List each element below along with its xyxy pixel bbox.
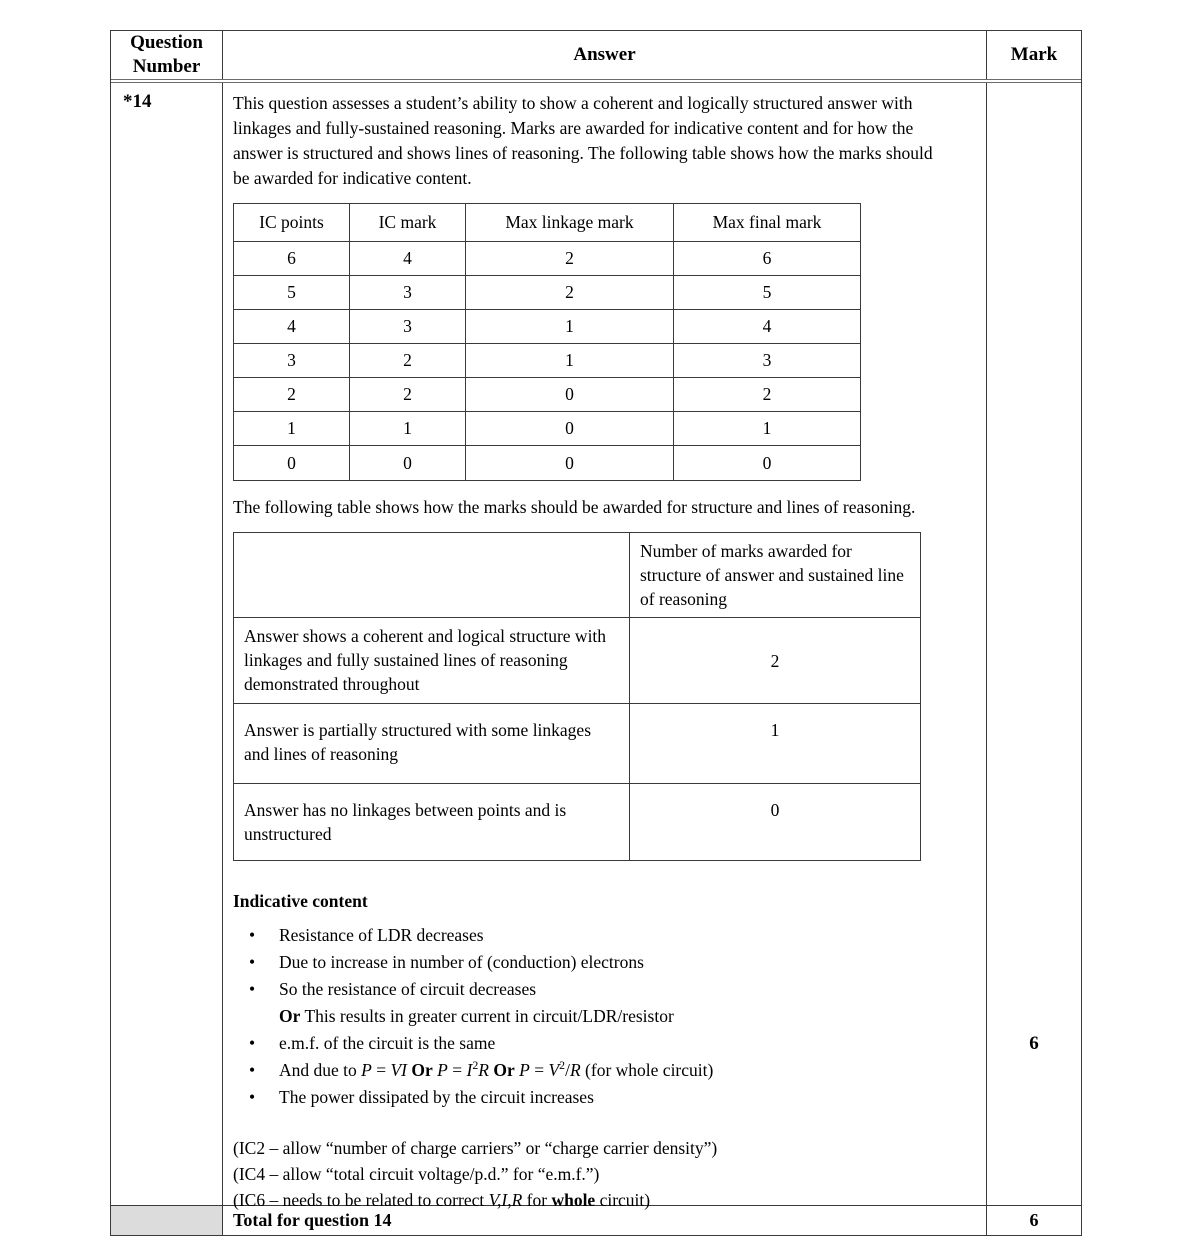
structure-criterion: Answer shows a coherent and logical structure with linkages and fully sustained lines of reasoning demonstrated throughout: [234, 618, 630, 703]
ic-cell: 0: [762, 452, 772, 473]
list-item: [233, 976, 976, 1003]
ic-cell: 3: [350, 276, 466, 310]
ic-cell: 1: [466, 344, 674, 378]
structure-header-empty: [234, 533, 630, 617]
ic-cell: 2: [674, 378, 860, 412]
list-item: [233, 1003, 976, 1030]
bullet-text: So the resistance of circuit decreases: [279, 979, 537, 999]
table-row: [234, 344, 860, 378]
ic-cell: 0: [350, 446, 466, 480]
ic-header-final: Max final mark: [674, 204, 860, 242]
header-mark: Mark: [1010, 44, 1058, 65]
table-row: [234, 704, 920, 784]
total-mark-value: 6: [1029, 1210, 1039, 1230]
note-line: (IC2 – allow “number of charge carriers” or “charge carrier density”): [233, 1138, 718, 1158]
header-question-number: Question Number: [111, 31, 223, 79]
table-row: [234, 378, 860, 412]
bullet-text: Or This results in greater current in circuit/LDR/resistor: [279, 1006, 674, 1026]
bullet-icon: •: [249, 1033, 256, 1053]
ic-cell: 1: [350, 412, 466, 446]
bullet-icon: •: [249, 925, 256, 945]
answer-cell: [223, 83, 987, 1210]
ic-cell: 0: [234, 446, 350, 480]
table-row: [234, 618, 920, 704]
total-row-shaded-cell: [111, 1206, 223, 1235]
table-row: [234, 784, 920, 860]
ic-cell: 4: [234, 310, 350, 344]
ic-cell: 2: [466, 242, 674, 276]
table-row: [234, 276, 860, 310]
bullet-icon: •: [249, 979, 256, 999]
total-label: Total for question 14: [223, 1206, 987, 1235]
list-item: [233, 1057, 976, 1084]
note-line: (IC6 – needs to be related to correct V,I,R for whole circuit): [233, 1190, 651, 1210]
table-row: [234, 204, 860, 242]
list-item: [233, 922, 976, 949]
ic-cell: 5: [234, 276, 350, 310]
ic-header-mark: IC mark: [350, 204, 466, 242]
structure-mark-value: 0: [770, 800, 780, 820]
table-row: [234, 242, 860, 276]
mark-cell: [987, 83, 1081, 1205]
question-row: [111, 83, 1081, 1210]
structure-criterion: Answer has no linkages between points and is unstructured: [234, 784, 630, 860]
ic-cell: 2: [234, 378, 350, 412]
bullet-icon: •: [249, 1087, 256, 1107]
note-line: (IC4 – allow “total circuit voltage/p.d.” for “e.m.f.”): [233, 1164, 600, 1184]
ic-cell: 6: [234, 242, 350, 276]
indicative-bullet-list: [233, 922, 976, 1111]
question-number: *14: [111, 83, 223, 1205]
bullet-text: The power dissipated by the circuit increases: [279, 1087, 594, 1107]
question-mark-value: 6: [1029, 1033, 1039, 1054]
ic-cell: 4: [674, 310, 860, 344]
ic-cell: 3: [350, 310, 466, 344]
ic-cell: 1: [234, 412, 350, 446]
header-answer: Answer: [223, 31, 987, 79]
structure-mark-value: 2: [770, 650, 780, 671]
ic-cell: 4: [350, 242, 466, 276]
bullet-icon: •: [249, 1060, 256, 1080]
structure-marks-table: [233, 532, 921, 861]
structure-intro-paragraph: The following table shows how the marks should be awarded for structure and lines of reasoning.: [233, 497, 916, 517]
list-item: [233, 1030, 976, 1057]
bullet-text: And due to P = VI Or $P = I^2R$ Or $P = V^2/R$ (for whole circuit): [279, 1058, 714, 1080]
bullet-text: Due to increase in number of (conduction) electrons: [279, 952, 644, 972]
examiner-notes: [233, 1135, 976, 1213]
ic-cell: 0: [466, 378, 674, 412]
table-row: [234, 310, 860, 344]
structure-mark-value: 1: [770, 720, 780, 740]
list-item: [233, 1084, 976, 1111]
ic-cell: 2: [350, 344, 466, 378]
list-item: [233, 949, 976, 976]
table-row: [234, 533, 920, 618]
table-row: [234, 446, 860, 480]
ic-cell: 0: [466, 446, 674, 480]
bullet-spacer: [233, 1003, 279, 1030]
mark-scheme-table: [110, 30, 1082, 1236]
ic-header-points: IC points: [234, 204, 350, 242]
bullet-icon: •: [249, 952, 256, 972]
ic-cell: 1: [466, 310, 674, 344]
indicative-content-marks-table: [233, 203, 861, 481]
structure-header-label: Number of marks awarded for structure of answer and sustained line of reasoning: [640, 541, 904, 609]
ic-cell: 5: [674, 276, 860, 310]
ic-cell: 1: [674, 412, 860, 446]
ic-cell: 3: [674, 344, 860, 378]
ic-cell: 6: [674, 242, 860, 276]
ic-cell: 0: [466, 412, 674, 446]
table-row: [234, 412, 860, 446]
bullet-text: Resistance of LDR decreases: [279, 925, 484, 945]
ic-cell: 2: [350, 378, 466, 412]
ic-cell: 2: [466, 276, 674, 310]
answer-intro-paragraph: This question assesses a student’s ability to show a coherent and logically structured answer with linkages and fully-sustained reasoning. Marks are awarded for indicative content and for how the answer is structured and shows lines of reasoning. The following table shows how the marks should be awarded for indicative content.: [233, 93, 933, 188]
table-header-row: [111, 31, 1081, 83]
bullet-text: e.m.f. of the circuit is the same: [279, 1033, 496, 1053]
indicative-content-heading: Indicative content: [233, 891, 368, 911]
structure-criterion: Answer is partially structured with some linkages and lines of reasoning: [234, 704, 630, 783]
ic-header-linkage: Max linkage mark: [466, 204, 674, 242]
ic-cell: 3: [234, 344, 350, 378]
